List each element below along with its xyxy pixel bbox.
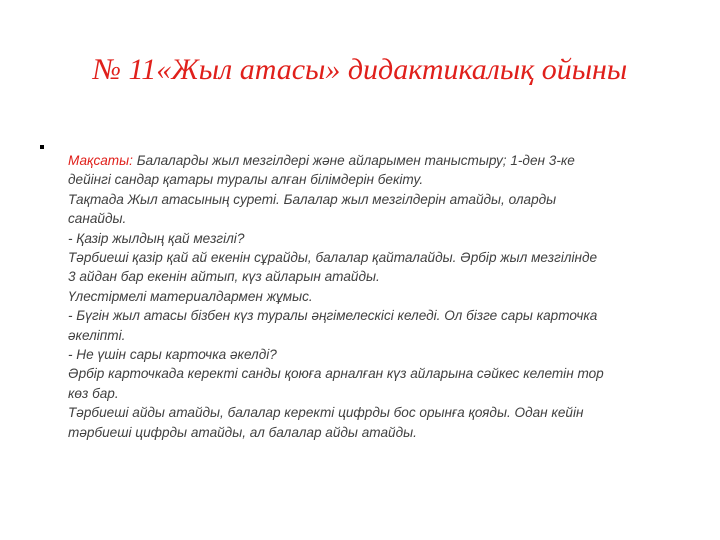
body-line: - Бүгін жыл атасы бізбен күз туралы әңгімелескісі келеді. Ол бізге сары карточка [68, 308, 598, 324]
body-line: Әрбір карточкада керекті санды қоюға арналған күз айларына сәйкес келетін тор [68, 366, 604, 382]
body-line: 3 айдан бар екенін айтып, күз айларын атайды. [68, 269, 380, 285]
body-line: санайды. [68, 211, 127, 227]
body-line: дейінгі сандар қатары туралы алған білімдерін бекіту. [68, 172, 424, 188]
body-line: көз бар. [68, 385, 119, 401]
body-line: тәрбиеші цифрды атайды, ал балалар айды атайды. [68, 424, 417, 440]
body-line: Үлестірмелі материалдармен жұмыс. [68, 288, 313, 304]
body-line: әкеліпті. [68, 327, 126, 343]
page-title: № 11«Жыл атасы» дидактикалық ойыны [92, 53, 628, 86]
body-line: Тақтада Жыл атасының суреті. Балалар жыл мезгілдерін атайды, оларды [68, 191, 557, 207]
body-text [68, 151, 688, 442]
body-line: - Қазір жылдың қай мезгілі? [68, 230, 245, 246]
body-line: Тәрбиеші айды атайды, балалар керекті цифрды бос орынға қояды. Одан кейін [68, 405, 584, 421]
bullet-marker [40, 145, 44, 149]
goal-line [68, 151, 688, 170]
body-line: - Не үшін сары карточка әкелді? [68, 347, 277, 363]
goal-label: Мақсаты: [68, 153, 133, 168]
goal-text: Балаларды жыл мезгілдері және айларымен таныстыру; 1-ден 3-ке [132, 153, 575, 168]
body-line: Тәрбиеші қазір қай ай екенін сұрайды, балалар қайталайды. Әрбір жыл мезгілінде [68, 250, 598, 266]
